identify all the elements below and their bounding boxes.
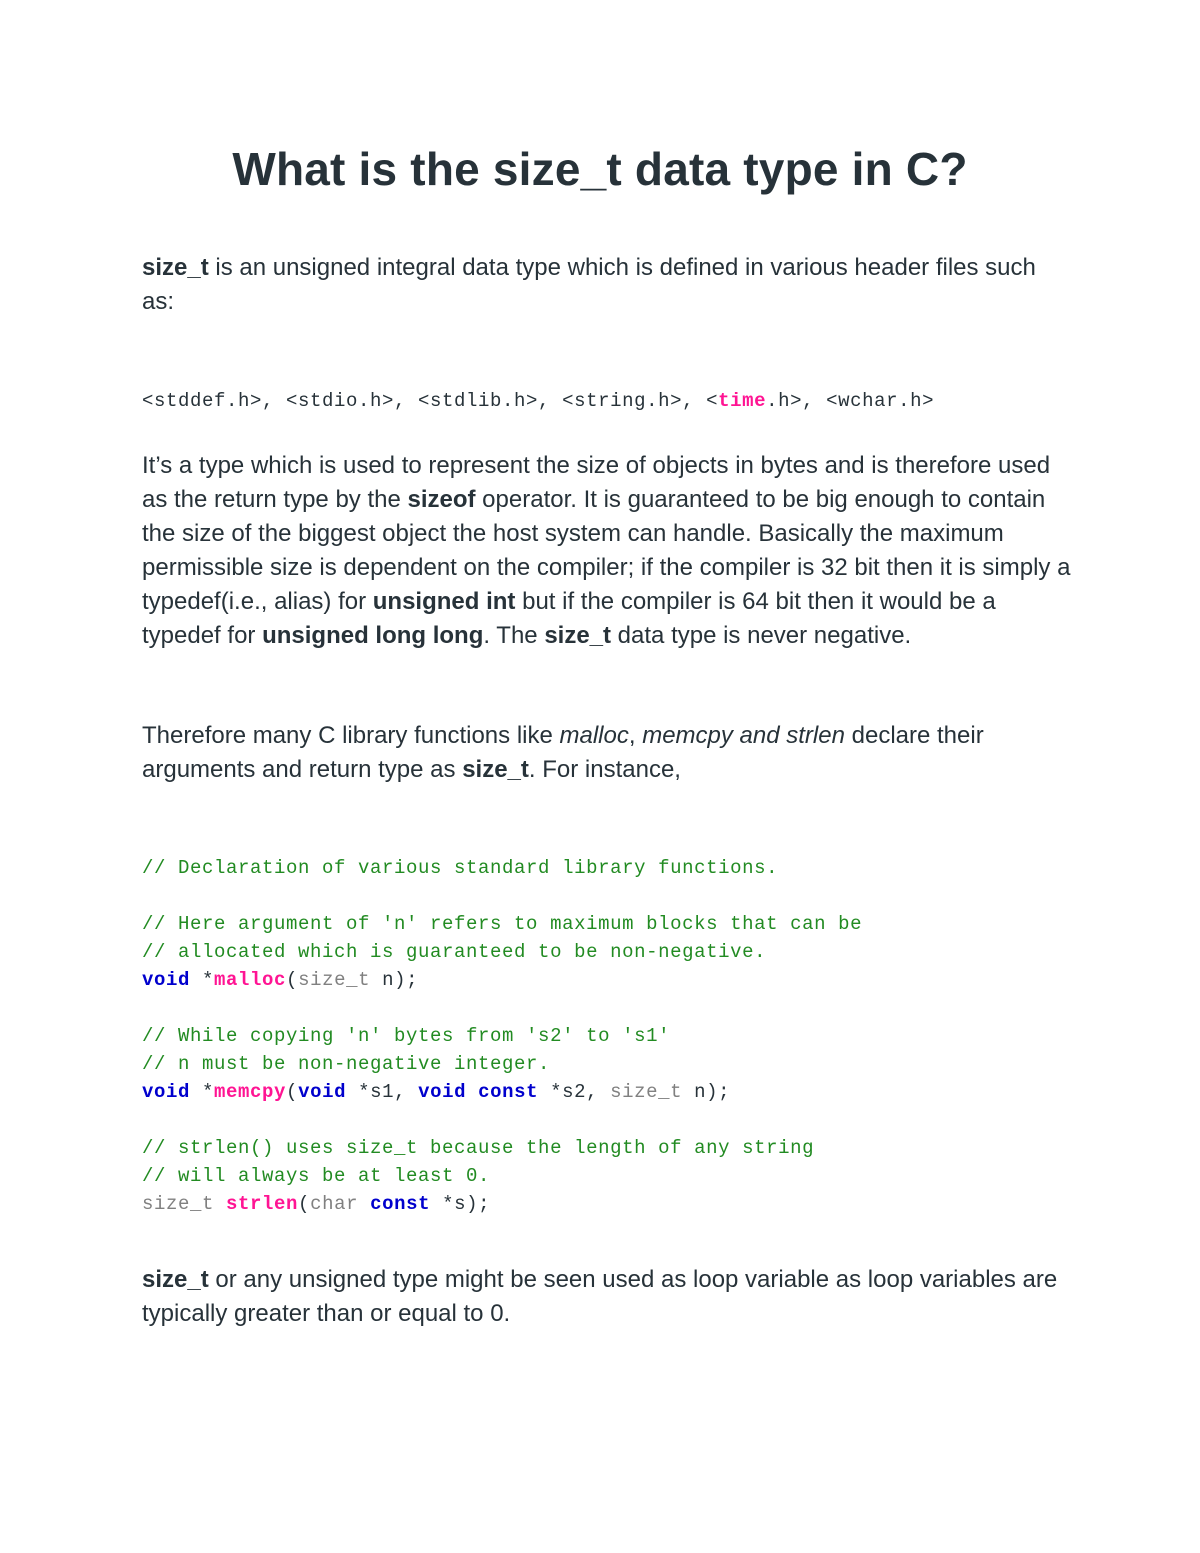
size-t-term-4: size_t [142,1266,209,1293]
code-plain: ( [286,1081,299,1103]
header-list [142,387,934,415]
keyword-void: void [298,1081,347,1103]
intro-paragraph [142,251,1072,319]
code-plain: * [190,1081,215,1103]
size-t-term: size_t [142,254,209,281]
code-strlen-line [142,1190,862,1218]
code-blank-line [142,994,862,1022]
code-comment: // Here argument of 'n' refers to maximum blocks that can be [142,913,863,935]
malloc-term: malloc [559,722,629,749]
keyword-void: void [418,1081,467,1103]
desc-text-5: data type is never negative. [611,622,912,649]
description-paragraph [142,449,1072,653]
sizeof-term: sizeof [407,486,476,513]
code-memcpy-line [142,1078,862,1106]
keyword-void: void [142,1081,191,1103]
code-plain [358,1193,370,1215]
code-plain [466,1081,478,1103]
lib-text-4: . For instance, [528,756,681,783]
lib-text-1: Therefore many C library functions like [142,722,560,749]
loop-variable-paragraph [142,1263,1072,1331]
lib-text-3: declare their arguments and return type as [142,722,984,783]
code-plain: * [190,969,215,991]
size-t-term-3: size_t [462,756,529,783]
code-plain: n); [370,969,419,991]
code-comment: // While copying 'n' bytes from 's2' to 's1' [142,1025,671,1047]
page-title: What is the size_t data type in C? [232,143,968,195]
unsigned-int-term: unsigned int [372,588,516,615]
desc-text-4: . The [483,622,545,649]
header-list-part2: .h>, <wchar.h> [766,390,935,412]
desc-text-2: operator. It is guaranteed to be big enough to contain the size of the biggest object the host system can handle. Basically the maximum permissible size is dependent on the compiler; if the compiler is 32 bit then it is simply a typedef(i.e., alias) for [142,486,1071,615]
loop-text: or any unsigned type might be seen used as loop variable as loop variables are typically greater than or equal to 0. [142,1266,1058,1327]
keyword-void: void [142,969,191,991]
desc-text-1: It’s a type which is used to represent the size of objects in bytes and is therefore used as the return type by the [142,452,1051,513]
size-t-term-2: size_t [544,622,612,649]
code-plain [214,1193,226,1215]
code-plain: *s); [430,1193,491,1215]
type-size-t: size_t [610,1081,683,1103]
time-keyword: time [718,390,767,412]
memcpy-strlen-term: memcpy and strlen [642,722,845,749]
header-list-part1: <stddef.h>, <stdio.h>, <stdlib.h>, <string.h>, < [142,390,719,412]
code-plain: ( [286,969,299,991]
library-paragraph [142,719,1072,787]
code-comment: // Declaration of various standard library functions. [142,857,779,879]
code-block [142,854,862,1218]
code-blank-line [142,1106,862,1134]
function-strlen: strlen [226,1193,299,1215]
code-blank-line [142,882,862,910]
intro-text: is an unsigned integral data type which is defined in various header files such as: [142,254,1036,315]
code-malloc-line [142,966,862,994]
lib-text-2: , [628,722,643,749]
code-comment: // strlen() uses size_t because the length of any string [142,1137,815,1159]
unsigned-long-long-term: unsigned long long [262,622,484,649]
type-size-t: size_t [142,1193,215,1215]
keyword-const: const [370,1193,431,1215]
keyword-const: const [478,1081,539,1103]
function-memcpy: memcpy [214,1081,287,1103]
code-plain: ( [298,1193,311,1215]
code-plain: *s2, [538,1081,611,1103]
code-comment: // will always be at least 0. [142,1165,491,1187]
function-malloc: malloc [214,969,287,991]
code-comment: // allocated which is guaranteed to be non-negative. [142,941,767,963]
desc-text-3: but if the compiler is 64 bit then it would be a typedef for [142,588,996,649]
code-comment: // n must be non-negative integer. [142,1053,551,1075]
code-plain: *s1, [346,1081,419,1103]
type-size-t: size_t [298,969,371,991]
type-char: char [310,1193,359,1215]
code-plain: n); [682,1081,731,1103]
